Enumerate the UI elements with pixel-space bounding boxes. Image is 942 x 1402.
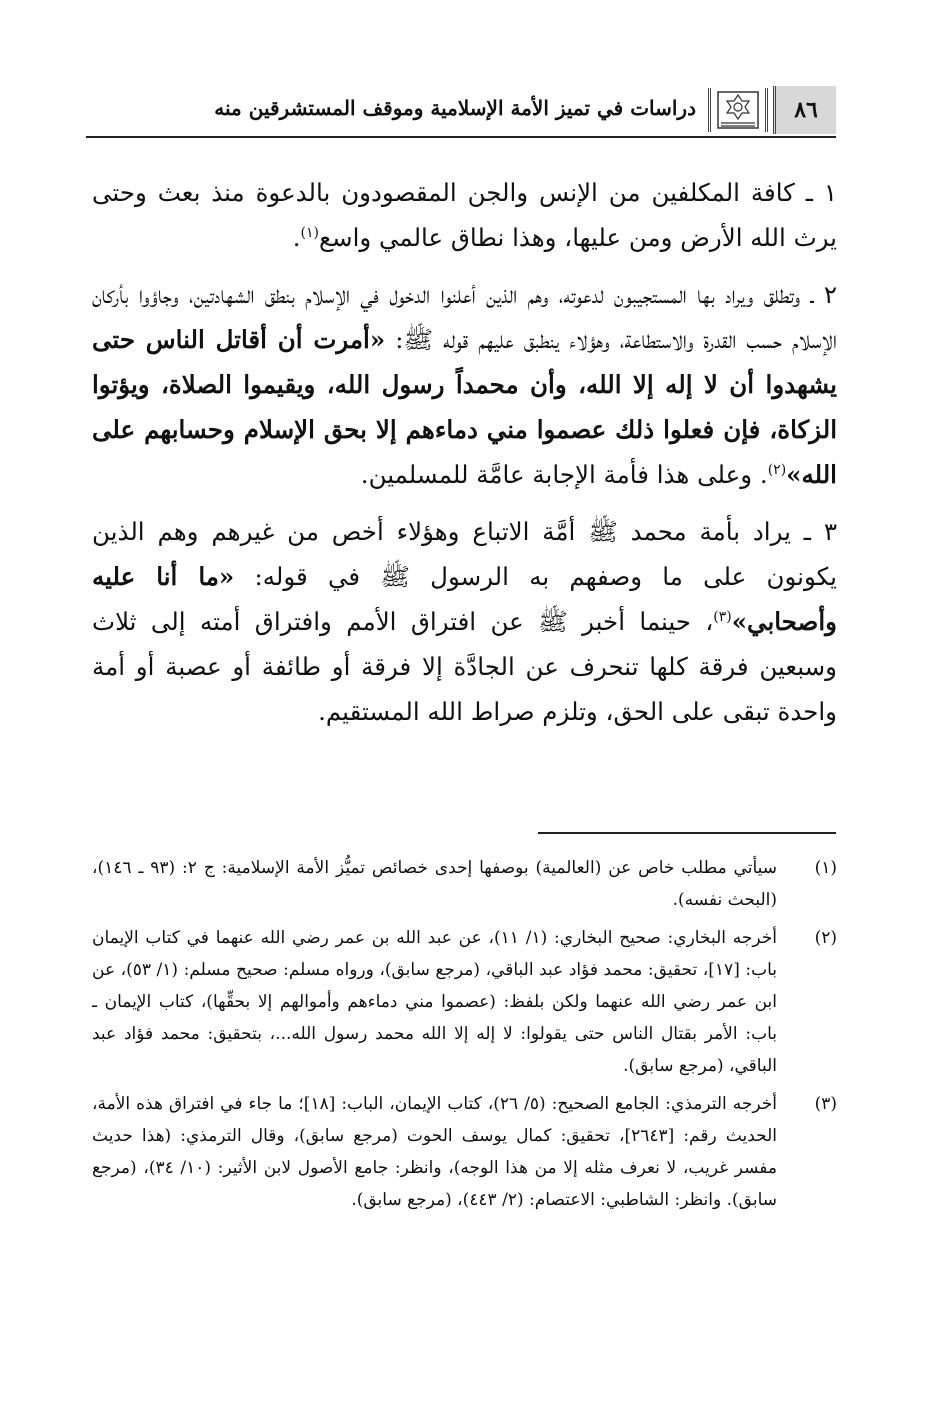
paragraph-1-end: .: [292, 223, 301, 252]
footnote-text: أخرجه البخاري: صحيح البخاري: (١/ ١١)، عن عبد الله بن عمر رضي الله عنهما في كتاب الإيمان باب: [١٧]، تحقيق: محمد فؤاد عبد الباقي، (مرجع سابق)، ورواه مسلم: صحيح مسلم: (١/ ٥٣)، عن ابن عمر رضي الله عنهما ولكن بلفظ: (عصموا مني دماءهم وأموالهم إلا بحقِّها)، كتاب الإيمان ـ باب: الأمر بقتال الناس حتى يقولوا: لا إله إلا الله محمد رسول الله...، بتحقيق: محمد فؤاد عبد الباقي، (مرجع سابق).: [92, 928, 778, 1076]
paragraph-3-text-b: ، حينما أخبر ﷺ عن افتراق الأمم وافتراق أمته إلى ثلاث وسبعين فرقة كلها تنحرف عن الجادَّة إلا فرقة أو طائفة أو عصبة أو أمة واحدة تبقى على الحق، وتلزم صراط الله المستقيم.: [92, 607, 837, 726]
paragraph-2-text-b: . وعلى هذا فأمة الإجابة عامَّة للمسلمين.: [360, 460, 768, 489]
footnote-text: سيأتي مطلب خاص عن (العالمية) بوصفها إحدى خصائص تميُّز الأمة الإسلامية: ج ٢: (٩٣ ـ ١٤٦)، (البحث نفسه).: [92, 858, 778, 910]
footnote-ref-1: (١): [300, 224, 319, 241]
paragraph-3: [92, 509, 837, 734]
footnote: [92, 922, 837, 1082]
paragraph-1: [92, 170, 837, 260]
footnote-text: أخرجه الترمذي: الجامع الصحيح: (٥/ ٢٦)، كتاب الإيمان، الباب: [١٨]؛ ما جاء في افتراق هذه الأمة، الحديث رقم: [٢٦٤٣]، تحقيق: كمال يوسف الحوت (مرجع سابق)، وقال الترمذي: (هذا حديث مفسر غريب، لا نعرف مثله إلا من هذا الوجه)، وانظر: جامع الأصول لابن الأثير: (١٠/ ٣٤)، (مرجع سابق). وانظر: الشاطبي: الاعتصام: (٢/ ٤٤٣)، (مرجع سابق).: [92, 1094, 777, 1210]
footnote-number: (٢): [814, 928, 837, 948]
ornament-icon: [708, 88, 768, 132]
footnote-ref-3: (٣): [713, 608, 732, 625]
footnote-separator: [538, 832, 836, 834]
hadith-quote-2: «ما أنا عليه وأصحابي»: [92, 562, 837, 636]
footnotes: [92, 852, 837, 1222]
paragraph-3-text-a: ٣ ـ يراد بأمة محمد ﷺ أمَّة الاتباع وهؤلاء أخص من غيرهم وهم الذين يكونون على ما وصفهم به الرسول ﷺ في قوله:: [92, 517, 837, 591]
main-text: [92, 170, 837, 746]
hadith-quote-1: «أمرت أن أقاتل الناس حتى يشهدوا أن لا إله إلا الله، وأن محمداً رسول الله، ويقيموا الصلاة، ويؤتوا الزكاة، فإن فعلوا ذلك عصموا مني دماءهم إلا بحق الإسلام وحسابهم على الله»: [92, 325, 837, 489]
paragraph-1-text: ١ ـ كافة المكلفين من الإنس والجن المقصودون بالدعوة منذ بعث وحتى يرث الله الأرض ومن عليها، وهذا نطاق عالمي واسع: [92, 178, 837, 252]
paragraph-2-text-a: ٢ ـ وتطلق ويراد بها المستجيبون لدعوته، وهم الذين أعلنوا الدخول في الإسلام بنطق الشهادتين، وجاؤوا بأركان الإسلام حسب القدرة والاستطاعة، وهؤلاء ينطبق عليهم قوله ﷺ:: [92, 280, 837, 354]
running-header: [86, 86, 836, 138]
paragraph-2: [92, 272, 837, 497]
footnote-ref-2: (٢): [767, 461, 787, 478]
footnote-number: (٣): [814, 1094, 837, 1114]
page-number: ٨٦: [773, 86, 836, 134]
footnote: [92, 1088, 837, 1216]
footnote-number: (١): [814, 858, 837, 878]
footnote: [92, 852, 837, 916]
header-title: دراسات في تميز الأمة الإسلامية وموقف المستشرقين منه: [214, 96, 696, 120]
